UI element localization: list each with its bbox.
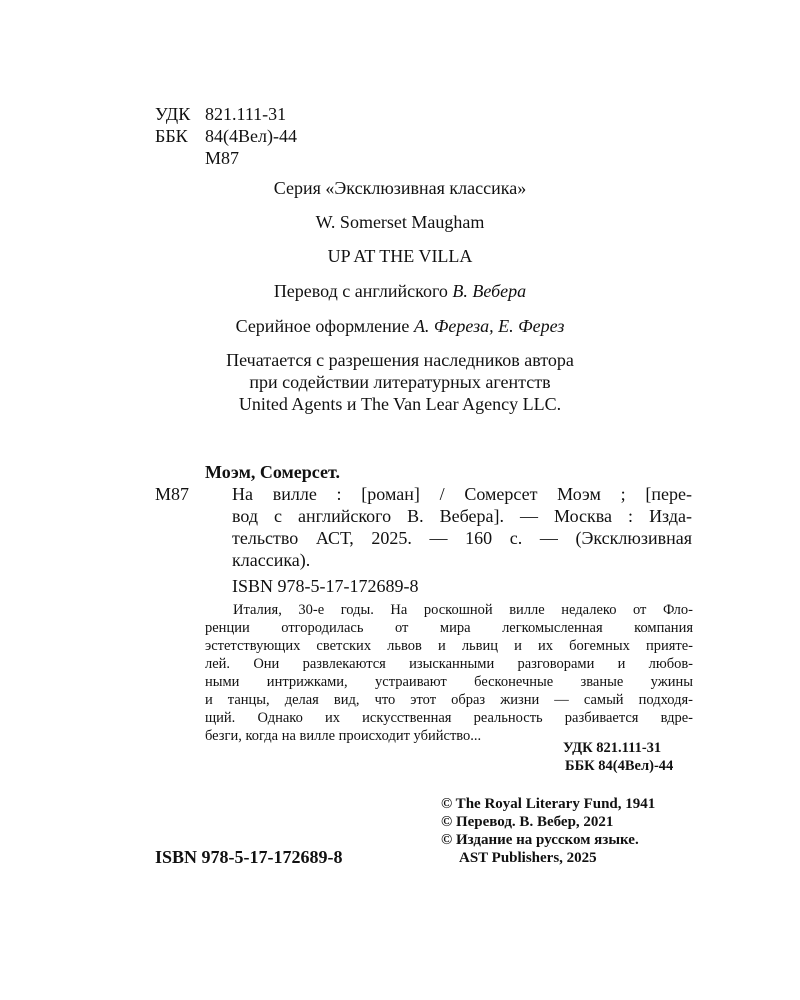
copyright-1: © The Royal Literary Fund, 1941 — [441, 796, 656, 812]
annotation-line: эстетствующих светских львов и львиц и их богемных прияте- — [205, 638, 693, 654]
annotation-line: Италия, 30-е годы. На роскошной вилле недалеко от Фло- — [233, 602, 693, 618]
copyright-3: © Издание на русском языке. — [441, 832, 639, 848]
bbk-value: 84(4Вел)-44 — [205, 126, 297, 146]
annotation — [205, 601, 693, 745]
annotation-udk: УДК 821.111-31 — [563, 740, 662, 756]
catalog-mark: М87 — [155, 484, 190, 504]
original-author: W. Somerset Maugham — [315, 212, 485, 232]
translation-line — [0, 280, 800, 302]
catalog-line: тельство АСТ, 2025. — 160 с. — (Эксклюзивная — [232, 528, 692, 548]
series-line: Серия «Эксклюзивная классика» — [273, 178, 527, 198]
catalog-isbn: ISBN 978-5-17-172689-8 — [232, 576, 419, 596]
annotation-line: щий. Однако их искусственная реальность разбивается вдре- — [205, 710, 693, 726]
footer-isbn: ISBN 978-5-17-172689-8 — [155, 847, 343, 867]
catalog-line: классика). — [232, 550, 311, 570]
design-prefix: Серийное оформление — [235, 316, 410, 336]
copyright-2: © Перевод. В. Вебер, 2021 — [441, 814, 614, 830]
permission-line-2: при содействии литературных агентств — [249, 372, 551, 392]
annotation-line: ными интрижками, устраивают бесконечные званые ужины — [205, 674, 693, 690]
udk-label: УДК — [155, 104, 191, 124]
annotation-line: ренции отгородилась от мира легкомысленная компания — [205, 620, 693, 636]
translator-name: В. Вебера — [452, 281, 527, 301]
catalog-line: На вилле : [роман] / Сомерсет Моэм ; [пере- — [232, 484, 692, 504]
translation-prefix: Перевод с английского — [273, 281, 448, 301]
annotation-line: безги, когда на вилле происходит убийство... — [205, 728, 482, 744]
annotation-bbk: ББК 84(4Вел)-44 — [565, 758, 674, 774]
designer-names: А. Фереза, Е. Ферез — [413, 316, 565, 336]
bbk-label: ББК — [155, 126, 188, 146]
catalog-heading: Моэм, Сомерсет. — [205, 462, 340, 482]
annotation-line: лей. Они развлекаются изысканными разговорами и любов- — [205, 656, 693, 672]
original-title: UP AT THE VILLA — [327, 246, 473, 266]
annotation-line: и танцы, делая вид, что этот образ жизни — самый подходя- — [205, 692, 693, 708]
udk-value: 821.111-31 — [205, 104, 287, 124]
catalog-description — [232, 483, 692, 571]
permission-line-3: United Agents и The Van Lear Agency LLC. — [238, 394, 562, 414]
permission-line-1: Печатается с разрешения наследников автора — [226, 350, 574, 370]
copyright-4: AST Publishers, 2025 — [459, 850, 597, 866]
catalog-line: вод с английского В. Вебера]. — Москва : Изда- — [232, 506, 692, 526]
author-mark: М87 — [205, 148, 240, 168]
design-line — [0, 315, 800, 337]
